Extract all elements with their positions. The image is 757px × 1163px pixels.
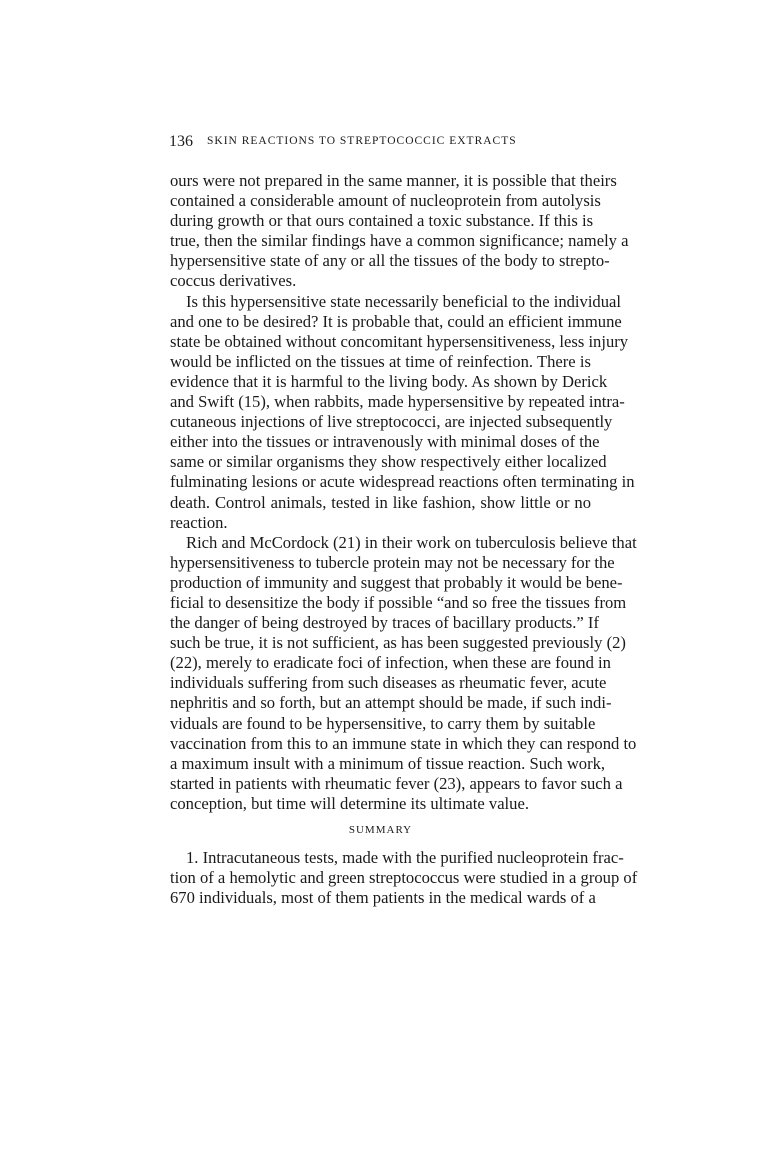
section-heading-summary: SUMMARY: [348, 824, 413, 836]
text-line: coccus derivatives.: [170, 271, 297, 291]
text-line: state be obtained without concomitant hypersensitiveness, less injury: [170, 331, 629, 351]
text-line: conception, but time will determine its ultimate value.: [170, 793, 529, 813]
text-line: Is this hypersensitive state necessarily beneficial to the individual: [186, 291, 622, 311]
text-line: during growth or that ours contained a toxic substance. If this is: [170, 211, 594, 231]
text-line: ours were not prepared in the same manner, it is possible that theirs: [170, 171, 617, 190]
text-line: either into the tissues or intravenously with minimal doses of the: [170, 432, 600, 452]
text-line: evidence that it is harmful to the living body. As shown by Derick: [170, 371, 608, 391]
text-line: vaccination from this to an immune state in which they can respond to: [170, 733, 637, 753]
text-line: viduals are found to be hypersensitive, to carry them by suitable: [170, 713, 596, 733]
text-line: ficial to desensitize the body if possible “and so free the tissues from: [170, 592, 627, 612]
text-line: production of immunity and suggest that probably it would be bene-: [170, 572, 623, 592]
text-line: fulminating lesions or acute widespread reactions often terminating in: [170, 472, 635, 492]
text-line: such be true, it is not sufficient, as has been suggested previously (2): [170, 633, 626, 653]
text-line: hypersensitive state of any or all the tissues of the body to strepto-: [170, 251, 610, 271]
running-title: SKIN REACTIONS TO STREPTOCOCCIC EXTRACTS: [207, 135, 517, 147]
text-line: the danger of being destroyed by traces of bacillary products.” If: [170, 613, 599, 633]
text-line: contained a considerable amount of nucleoprotein from autolysis: [170, 191, 601, 211]
text-line: and one to be desired? It is probable that, could an efficient immune: [170, 311, 622, 331]
text-line: 1. Intracutaneous tests, made with the purified nucleoprotein frac-: [186, 848, 624, 868]
text-line: and Swift (15), when rabbits, made hypersensitive by repeated intra-: [170, 392, 625, 412]
text-line: a maximum insult with a minimum of tissue reaction. Such work,: [170, 753, 606, 773]
body-text: [170, 171, 638, 908]
text-line: hypersensitiveness to tubercle protein may not be necessary for the: [170, 552, 615, 572]
text-line: (22), merely to eradicate foci of infection, when these are found in: [170, 653, 611, 673]
text-line: death. Control animals, tested in like fashion, show little or no: [170, 492, 591, 512]
text-line: nephritis and so forth, but an attempt should be made, if such indi-: [170, 693, 612, 713]
text-line: true, then the similar findings have a common significance; namely a: [170, 231, 629, 251]
text-line: individuals suffering from such diseases as rheumatic fever, acute: [170, 673, 607, 693]
text-line: tion of a hemolytic and green streptococcus were studied in a group of: [170, 868, 638, 888]
text-line: same or similar organisms they show respectively either localized: [170, 452, 607, 472]
text-line: reaction.: [170, 512, 228, 532]
text-line: Rich and McCordock (21) in their work on tuberculosis believe that: [186, 532, 637, 552]
text-line: started in patients with rheumatic fever (23), appears to favor such a: [170, 773, 623, 793]
text-line: cutaneous injections of live streptococci, are injected subsequently: [170, 412, 613, 432]
text-line: would be inflicted on the tissues at time of reinfection. There is: [170, 351, 591, 371]
page-number: 136: [169, 133, 193, 150]
text-line: 670 individuals, most of them patients in the medical wards of a: [170, 888, 596, 908]
